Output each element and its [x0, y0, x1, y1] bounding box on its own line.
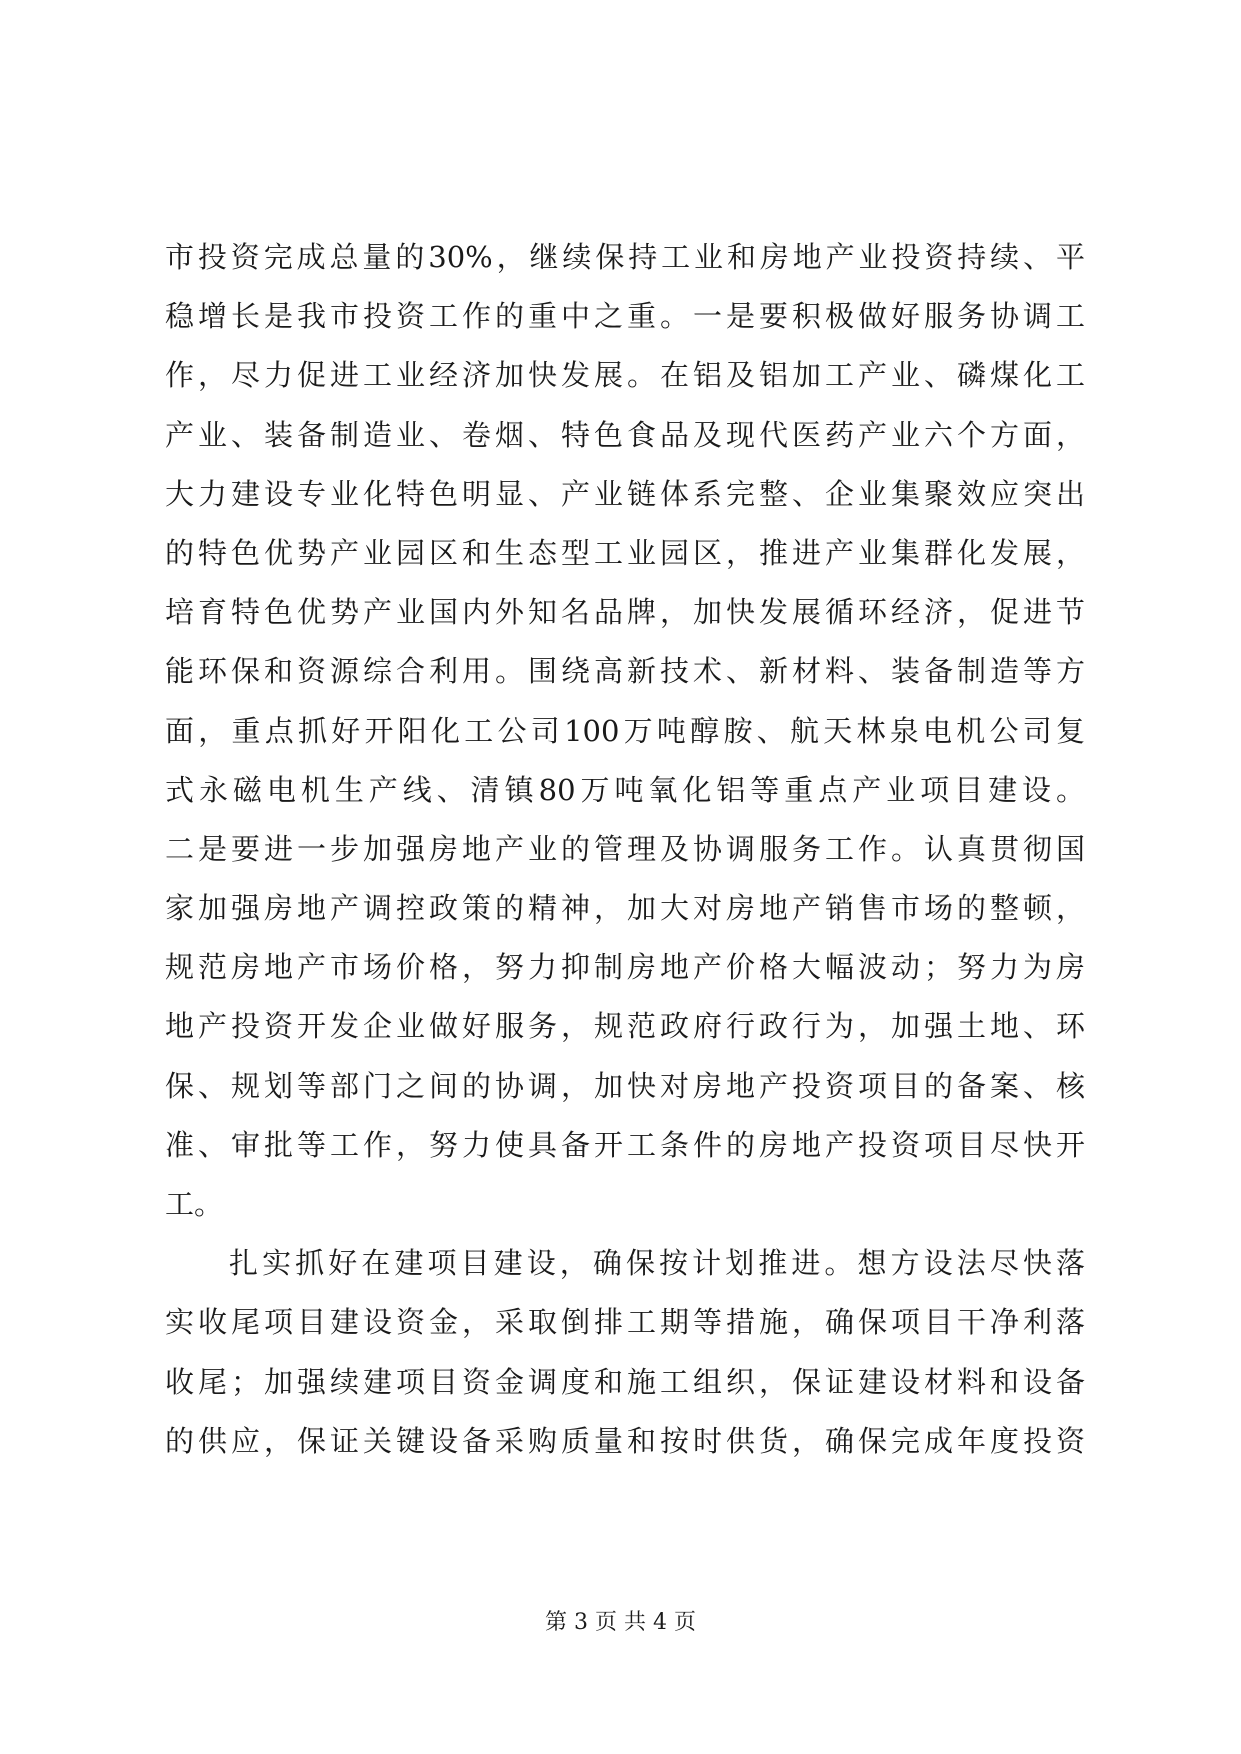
- text-line: 式永磁电机生产线、清镇80万吨氧化铝等重点产业项目建设。: [165, 772, 1085, 807]
- text-line: 能环保和资源综合利用。围绕高新技术、新材料、装备制造等方: [165, 654, 1085, 689]
- text-line: 二是要进一步加强房地产业的管理及协调服务工作。认真贯彻国: [165, 831, 1085, 866]
- text-line: 的特色优势产业园区和生态型工业园区，推进产业集群化发展，: [165, 535, 1085, 570]
- text-line: 市投资完成总量的30%，继续保持工业和房地产业投资持续、平: [165, 240, 1085, 274]
- text-line: 培育特色优势产业国内外知名品牌，加快发展循环经济，促进节: [165, 595, 1085, 630]
- text-line: 产业、装备制造业、卷烟、特色食品及现代医药产业六个方面，: [165, 417, 1085, 452]
- text-line: 面，重点抓好开阳化工公司100万吨醇胺、航天林泉电机公司复: [165, 713, 1085, 748]
- text-line: 作，尽力促进工业经济加快发展。在铝及铝加工产业、磷煤化工: [165, 358, 1085, 393]
- text-line: 准、审批等工作，努力使具备开工条件的房地产投资项目尽快开: [165, 1127, 1085, 1162]
- page-footer: 第 3 页 共 4 页: [545, 1610, 696, 1635]
- text-line: 实收尾项目建设资金，采取倒排工期等措施，确保项目干净利落: [165, 1305, 1085, 1340]
- text-line: 大力建设专业化特色明显、产业链体系完整、企业集聚效应突出: [165, 476, 1085, 511]
- text-line: 规范房地产市场价格，努力抑制房地产价格大幅波动；努力为房: [165, 950, 1085, 985]
- text-line: 保、规划等部门之间的协调，加快对房地产投资项目的备案、核: [165, 1068, 1085, 1103]
- text-line: 扎实抓好在建项目建设，确保按计划推进。想方设法尽快落: [229, 1246, 1085, 1281]
- text-line: 地产投资开发企业做好服务，规范政府行政行为，加强土地、环: [165, 1009, 1085, 1044]
- text-line: 收尾；加强续建项目资金调度和施工组织，保证建设材料和设备: [165, 1364, 1085, 1399]
- text-line: 的供应，保证关键设备采购质量和按时供货，确保完成年度投资: [165, 1423, 1085, 1458]
- text-line: 家加强房地产调控政策的精神，加大对房地产销售市场的整顿，: [165, 891, 1085, 926]
- text-line: 稳增长是我市投资工作的重中之重。一是要积极做好服务协调工: [165, 299, 1085, 334]
- body-text: [165, 228, 1085, 1471]
- text-line: 工。: [165, 1187, 224, 1221]
